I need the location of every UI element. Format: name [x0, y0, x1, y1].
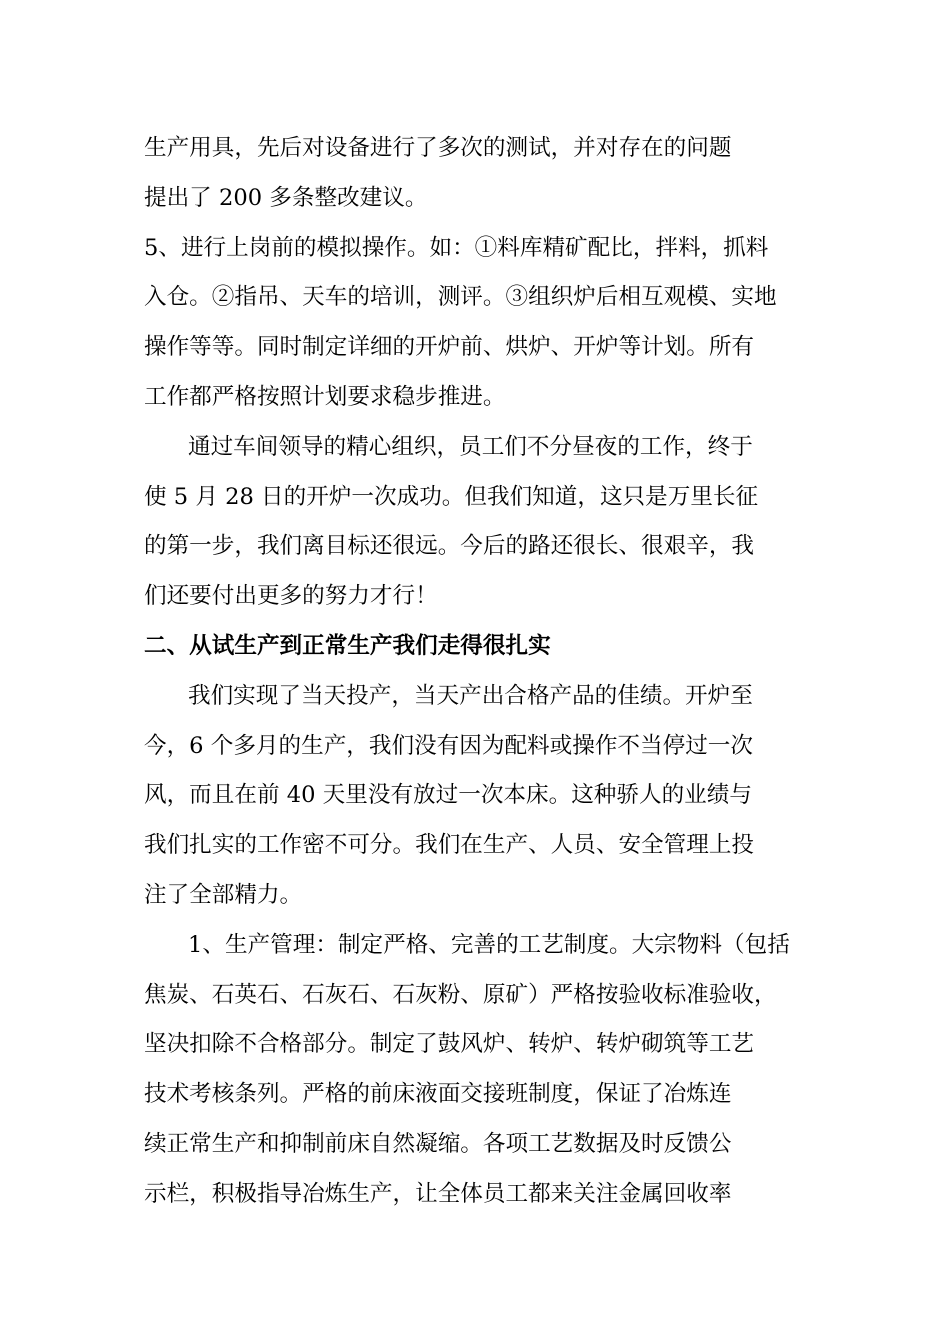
text-line: 注了全部精力。	[144, 881, 303, 908]
text-line: 通过车间领导的精心组织，员工们不分昼夜的工作，终于	[188, 433, 753, 460]
text-line: 提出了 200 多条整改建议。	[144, 184, 428, 211]
text-line: 续正常生产和抑制前床自然凝缩。各项工艺数据及时反馈公	[144, 1130, 732, 1157]
text-line: 操作等等。同时制定详细的开炉前、烘炉、开炉等计划。所有	[144, 334, 755, 361]
text-line: 1、生产管理：制定严格、完善的工艺制度。大宗物料（包括	[188, 931, 790, 958]
text-line: 5、进行上岗前的模拟操作。如：①料库精矿配比，拌料，抓料	[144, 234, 769, 261]
text-line: 焦炭、石英石、石灰石、石灰粉、原矿）严格按验收标准验收，	[144, 981, 777, 1008]
text-line: 风，而且在前 40 天里没有放过一次本床。这种骄人的业绩与	[144, 782, 752, 809]
text-line: 我们实现了当天投产，当天产出合格产品的佳绩。开炉至	[188, 682, 753, 709]
text-line: 生产用具，先后对设备进行了多次的测试，并对存在的问题	[144, 135, 732, 161]
text-line: 坚决扣除不合格部分。制定了鼓风炉、转炉、转炉砌筑等工艺	[144, 1031, 755, 1058]
text-line: 今，6 个多月的生产，我们没有因为配料或操作不当停过一次	[144, 732, 753, 759]
section-heading: 二、从试生产到正常生产我们走得很扎实	[144, 632, 551, 659]
text-line: 工作都严格按照计划要求稳步推进。	[144, 383, 506, 410]
text-line: 入仓。②指吊、天车的培训，测评。③组织炉后相互观模、实地	[144, 284, 777, 311]
text-line: 的第一步，我们离目标还很远。今后的路还很长、很艰辛，我	[144, 533, 755, 560]
text-line: 示栏，积极指导冶炼生产，让全体员工都来关注金属回收率	[144, 1180, 732, 1207]
text-line: 技术考核条列。严格的前床液面交接班制度，保证了冶炼连	[144, 1081, 732, 1108]
text-line: 我们扎实的工作密不可分。我们在生产、人员、安全管理上投	[144, 832, 755, 859]
text-line: 们还要付出更多的努力才行！	[144, 583, 438, 610]
text-line: 使 5 月 28 日的开炉一次成功。但我们知道，这只是万里长征	[144, 483, 759, 510]
body-text	[144, 124, 808, 1220]
